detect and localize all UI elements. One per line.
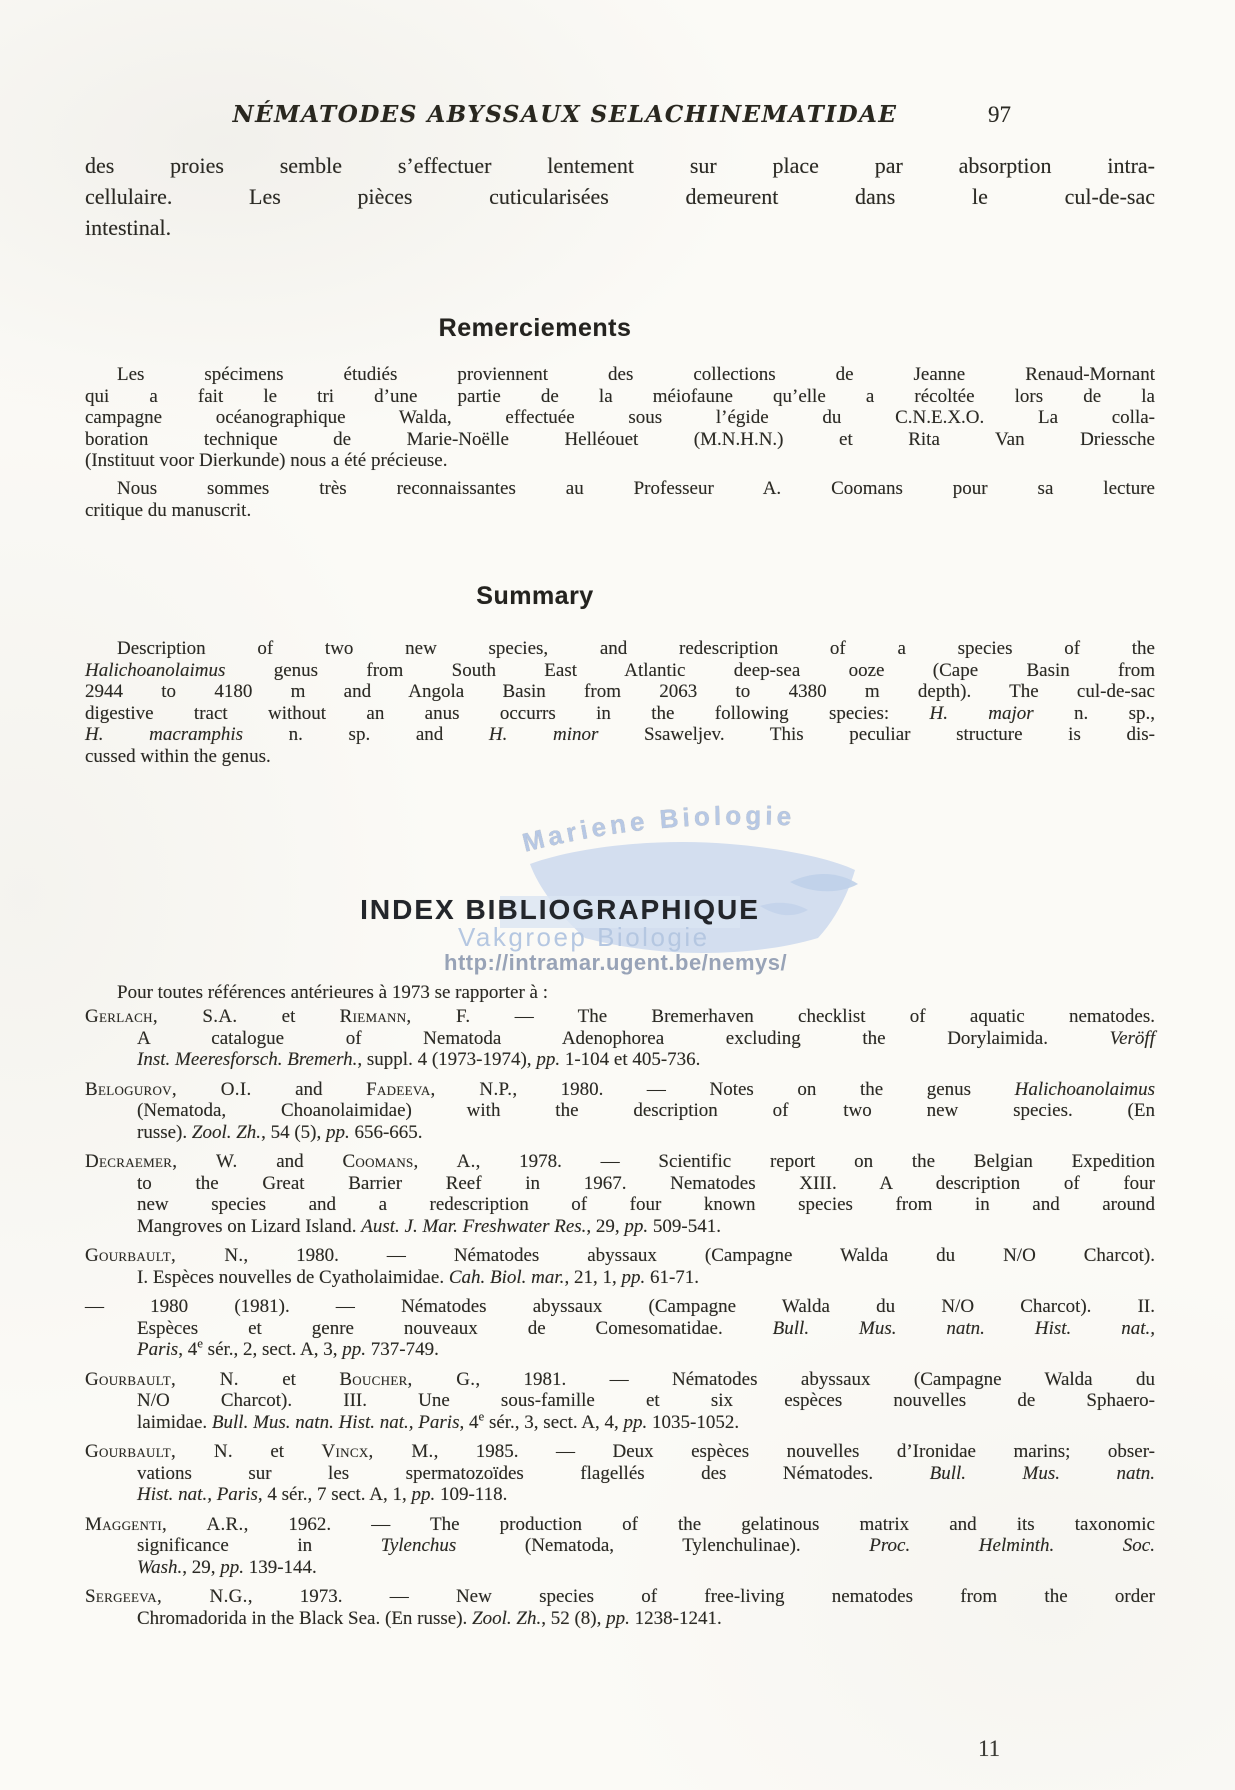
text-segment: 139-144. <box>243 1556 317 1578</box>
text-segment: (Nematoda, Tylenchulinae). <box>456 1535 870 1556</box>
text-segment: Tylenchus <box>380 1535 457 1556</box>
watermark-curved-text: Mariene Biologie <box>519 800 796 858</box>
text-segment: laimidae. <box>137 1411 212 1433</box>
text-segment: 1035-1052. <box>647 1411 740 1433</box>
text-segment: et <box>238 1368 340 1390</box>
text-segment: pp. <box>220 1556 244 1578</box>
text-segment: Chromadorida in the Black Sea. (En russe). <box>137 1607 473 1629</box>
text-segment: , 29, <box>586 1215 625 1237</box>
reference-entry <box>85 1006 1155 1071</box>
text-segment: 1238-1241. <box>629 1607 722 1629</box>
text-line <box>85 1049 1155 1071</box>
text-line <box>85 1194 1155 1216</box>
text-segment: 1-104 et 405-736. <box>560 1049 701 1070</box>
text-segment: Pour toutes références antérieures à 1973 se rapporter à : <box>117 982 549 1003</box>
reference-entry <box>85 1079 1155 1144</box>
text-segment: pp. <box>621 1266 646 1288</box>
page-number-top: 97 <box>988 102 1011 127</box>
text-line <box>85 1100 1155 1122</box>
reference-entry <box>85 1586 1155 1629</box>
text-segment: Bull. Mus. natn. Hist. nat., <box>772 1317 1155 1339</box>
paragraph-remerciements-1 <box>85 364 1155 472</box>
text-segment: e <box>197 1335 203 1351</box>
text-line <box>85 1608 1155 1630</box>
text-line <box>85 1296 1155 1318</box>
text-segment: , 1978. — Scientific report on the Belgian Expedition <box>475 1151 1155 1172</box>
text-segment: 2944 to 4180 m and Angola Basin from 2063 to 4380 m depth). The cul-de-sac <box>85 681 1155 702</box>
bibliography-intro-line <box>85 982 1155 1004</box>
text-segment: Mangroves on Lizard Island. <box>137 1215 362 1237</box>
text-line <box>85 212 1155 243</box>
text-segment: digestive tract without an anus occurrs in the following species: <box>85 702 930 724</box>
text-segment: Boucher, G. <box>339 1368 476 1390</box>
text-segment: (Instituut voor Dierkunde) nous a été précieuse. <box>85 450 448 471</box>
text-segment: des proies semble s’effectuer lentement sur place par absorption intra- <box>85 153 1155 178</box>
text-line <box>85 1267 1155 1289</box>
text-segment: qui a fait le tri d’une partie de la méiofaune qu’elle a récoltée lors de la <box>85 385 1155 407</box>
text-line <box>85 1335 1155 1361</box>
text-segment: and <box>251 1078 367 1100</box>
text-line <box>85 181 1155 212</box>
reference-entry <box>85 1514 1155 1579</box>
text-line <box>85 1535 1155 1557</box>
paragraph-intro <box>85 150 1155 243</box>
text-line <box>85 982 1155 1004</box>
library-watermark <box>430 786 910 991</box>
text-segment: , 1962. — The production of the gelatinous matrix and its taxonomic <box>243 1513 1155 1535</box>
running-head-title: NÉMATODES ABYSSAUX SELACHINEMATIDAE <box>232 101 898 128</box>
text-segment: Zool. Zh. <box>191 1121 262 1143</box>
text-line <box>85 1079 1155 1101</box>
text-segment: , 4 sér., 7 sect. A, 1, <box>257 1484 412 1505</box>
text-segment: and <box>237 1151 343 1172</box>
text-line <box>85 1245 1155 1267</box>
text-segment: Fadeeva, N.P. <box>366 1078 513 1100</box>
reference-entry <box>85 1151 1155 1237</box>
text-line <box>85 500 1155 522</box>
text-segment: sér., 3, sect. A, 4, <box>484 1411 624 1433</box>
text-line <box>85 364 1155 386</box>
text-segment: , 52 (8), <box>541 1607 607 1629</box>
text-line <box>85 1028 1155 1050</box>
text-segment: — 1980 (1981). — Nématodes abyssaux (Campagne Walda du N/O Charcot). II. <box>85 1296 1155 1317</box>
text-segment: Decraemer, W. <box>85 1151 238 1172</box>
text-segment: 509-541. <box>648 1215 721 1237</box>
reference-list <box>85 1006 1155 1637</box>
text-segment: H. minor <box>488 724 599 745</box>
paragraph-remerciements-2 <box>85 478 1155 521</box>
page-number-bottom: 11 <box>978 1736 1001 1761</box>
text-line <box>85 638 1155 660</box>
text-segment: 61-71. <box>645 1266 700 1288</box>
reference-entry <box>85 1296 1155 1361</box>
text-segment: 109-118. <box>435 1484 508 1505</box>
text-line <box>85 724 1155 746</box>
text-segment: significance in <box>137 1535 381 1556</box>
section-heading-remerciements: Remerciements <box>438 314 632 342</box>
text-segment: Paris <box>137 1339 179 1360</box>
reference-entry <box>85 1245 1155 1288</box>
text-segment: et <box>232 1441 322 1462</box>
text-segment: et <box>237 1006 340 1027</box>
text-segment: , 21, 1, <box>564 1266 622 1288</box>
text-segment: Bull. Mus. natn. <box>929 1462 1155 1484</box>
text-line <box>85 1151 1155 1173</box>
text-segment: e <box>478 1408 485 1424</box>
text-line <box>85 429 1155 451</box>
text-segment: H. macramphis <box>85 724 244 745</box>
text-line <box>85 1408 1155 1434</box>
watermark-vakgroep-text: Vakgroep Biologie <box>458 922 710 952</box>
text-segment: 737-749. <box>366 1339 439 1360</box>
text-segment: I. Espèces nouvelles de Cyatholaimidae. <box>137 1266 449 1288</box>
text-segment: campagne océanographique Walda, effectuée sous l’égide du C.N.E.X.O. La colla- <box>85 407 1155 428</box>
text-segment: Bull. Mus. natn. Hist. nat., Paris <box>211 1411 460 1433</box>
text-segment: critique du manuscrit. <box>85 499 252 521</box>
text-segment: boration technique de Marie-Noëlle Helléouet (M.N.H.N.) et Rita Van Driessche <box>85 428 1155 450</box>
text-line <box>85 1514 1155 1536</box>
text-segment: Hist. nat., Paris <box>137 1484 258 1505</box>
text-line <box>85 478 1155 500</box>
text-line <box>85 1586 1155 1608</box>
text-segment: Belogurov, O.I. <box>85 1078 252 1100</box>
text-segment: , 29, <box>182 1556 221 1578</box>
text-segment: Inst. Meeresforsch. Bremerh. <box>137 1049 358 1070</box>
text-line <box>85 1463 1155 1485</box>
text-line <box>85 703 1155 725</box>
text-segment: genus from South East Atlantic deep-sea ooze (Cape Basin from <box>225 659 1155 681</box>
text-segment: pp. <box>325 1121 350 1143</box>
text-segment: pp. <box>606 1607 630 1629</box>
text-segment: Description of two new species, and redescription of a species of the <box>117 638 1155 659</box>
text-segment: Gourbault, N. <box>85 1245 244 1266</box>
text-line <box>85 1390 1155 1412</box>
text-segment: Sergeeva, N.G. <box>85 1586 248 1607</box>
text-line <box>85 407 1155 429</box>
watermark-url-text: http://intramar.ugent.be/nemys/ <box>444 950 788 975</box>
text-segment: Gourbault, N. <box>85 1368 239 1390</box>
text-line <box>85 1122 1155 1144</box>
text-segment: Halichoanolaimus <box>1014 1078 1155 1100</box>
text-segment: vations sur les spermatozoïdes flagellés des Nématodes. <box>137 1462 930 1484</box>
text-line <box>85 660 1155 682</box>
text-segment: N/O Charcot). III. Une sous-famille et six espèces nouvelles de Sphaero- <box>137 1390 1155 1411</box>
text-segment: pp. <box>623 1411 648 1433</box>
text-segment: pp. <box>342 1339 366 1360</box>
text-segment: Gourbault, N. <box>85 1441 233 1462</box>
text-segment: to the Great Barrier Reef in 1967. Nematodes XIII. A description of four <box>137 1172 1155 1194</box>
text-segment: cellulaire. Les pièces cuticularisées demeurent dans le cul-de-sac <box>85 184 1155 209</box>
text-line <box>85 386 1155 408</box>
text-segment: (Nematoda, Choanolaimidae) with the description of two new species. (En <box>137 1100 1155 1121</box>
text-segment: Veröff <box>1109 1027 1155 1049</box>
text-segment: Zool. Zh. <box>472 1607 542 1629</box>
text-segment: pp. <box>624 1215 649 1237</box>
text-segment: H. major <box>929 702 1034 724</box>
text-segment: Aust. J. Mar. Freshwater Res. <box>361 1215 587 1237</box>
text-segment: , suppl. 4 (1973-1974), <box>357 1049 537 1070</box>
text-line <box>85 681 1155 703</box>
section-heading-summary: Summary <box>476 582 594 610</box>
text-segment: Riemann, F. <box>339 1006 471 1027</box>
text-segment: , 1973. — New species of free-living nematodes from the order <box>247 1586 1155 1607</box>
text-segment: , 1985. — Deux espèces nouvelles d’Ironidae marins; obser- <box>433 1441 1155 1462</box>
text-line <box>85 1484 1155 1506</box>
text-segment: n. sp. and <box>243 724 489 745</box>
reference-entry <box>85 1369 1155 1434</box>
text-segment: Gerlach, S.A. <box>85 1006 238 1027</box>
section-heading-index-bibliographique: INDEX BIBLIOGRAPHIQUE <box>360 894 760 925</box>
paragraph-summary <box>85 638 1155 767</box>
text-segment: cussed within the genus. <box>85 745 271 767</box>
text-line <box>85 746 1155 768</box>
text-line <box>85 1006 1155 1028</box>
text-line <box>85 450 1155 472</box>
text-segment: , 54 (5), <box>261 1121 326 1143</box>
text-segment: new species and a redescription of four known species from in and around <box>137 1194 1155 1215</box>
text-line <box>85 1369 1155 1391</box>
text-segment: , 4 <box>459 1411 479 1433</box>
text-segment: russe). <box>137 1121 192 1143</box>
text-line <box>85 1318 1155 1340</box>
text-segment: A catalogue of Nematoda Adenophorea excluding the Dorylaimida. <box>137 1027 1110 1049</box>
text-segment: Proc. Helminth. Soc. <box>869 1535 1155 1556</box>
text-segment: pp. <box>536 1049 561 1070</box>
text-segment: — The Bremerhaven checklist of aquatic nematodes. <box>470 1006 1155 1027</box>
text-segment: Espèces et genre nouveaux de Comesomatidae. <box>137 1317 773 1339</box>
text-line <box>85 150 1155 181</box>
text-segment: Les spécimens étudiés proviennent des collections de Jeanne Renaud-Mornant <box>117 364 1155 385</box>
text-segment: Wash. <box>137 1556 183 1578</box>
text-segment: , 1980. — Notes on the genus <box>512 1078 1015 1100</box>
text-segment: , 1980. — Nématodes abyssaux (Campagne Walda du N/O Charcot). <box>243 1245 1155 1266</box>
text-segment: Coomans, A. <box>342 1151 476 1172</box>
text-segment: intestinal. <box>85 215 172 240</box>
text-segment: , 4 <box>178 1339 198 1360</box>
text-segment: , 1981. — Nématodes abyssaux (Campagne Walda du <box>475 1368 1155 1390</box>
text-segment: n. sp., <box>1033 702 1155 724</box>
text-line <box>85 1557 1155 1579</box>
text-segment: Ssaweljev. This peculiar structure is dis- <box>598 724 1155 745</box>
text-line <box>85 1173 1155 1195</box>
text-segment: Nous sommes très reconnaissantes au Professeur A. Coomans pour sa lecture <box>117 478 1155 499</box>
text-segment: Cah. Biol. mar. <box>448 1266 565 1288</box>
text-line <box>85 1441 1155 1463</box>
text-segment: 656-665. <box>349 1121 423 1143</box>
text-segment: Vincx, M. <box>321 1441 434 1462</box>
reference-entry <box>85 1441 1155 1506</box>
text-segment: Maggenti, A.R. <box>85 1513 244 1535</box>
text-segment: Halichoanolaimus <box>85 659 226 681</box>
text-segment: pp. <box>411 1484 436 1505</box>
text-line <box>85 1216 1155 1238</box>
text-segment: sér., 2, sect. A, 3, <box>202 1339 343 1360</box>
